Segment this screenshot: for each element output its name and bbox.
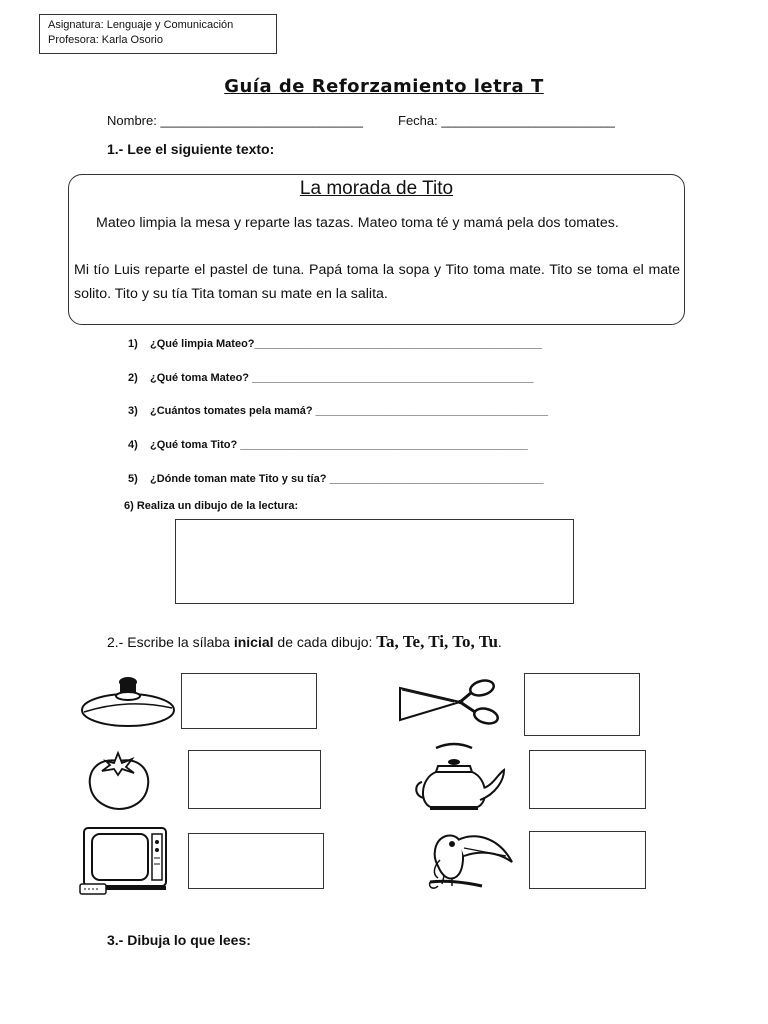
answer-box-tomato[interactable] — [188, 750, 321, 809]
answer-box-teapot[interactable] — [529, 750, 646, 809]
reading-paragraph-2: Mi tío Luis reparte el pastel de tuna. Papá toma la sopa y Tito toma mate. Tito se toma el mate solito. Tito y su tía Tita toman su mate en la salita. — [74, 262, 680, 302]
answer-line[interactable]: _______________________________________________ — [240, 439, 528, 451]
reading-paragraph-1: Mateo limpia la mesa y reparte las tazas. Mateo toma té y mamá pela dos tomates. — [96, 215, 619, 231]
reading-drawing-box[interactable] — [175, 519, 574, 604]
answer-box-television[interactable] — [188, 833, 324, 889]
date-label: Fecha: — [398, 113, 438, 128]
question-2[interactable]: 2) ¿Qué toma Mateo? ______________________________________________ — [128, 372, 534, 384]
name-label: Nombre: — [107, 113, 157, 128]
question-4[interactable]: 4) ¿Qué toma Tito? _______________________________________________ — [128, 439, 528, 451]
teapot-icon — [414, 740, 508, 812]
scissors-icon — [398, 678, 498, 726]
teacher-label: Profesora: Karla Osorio — [48, 34, 163, 46]
name-line[interactable]: ____________________________ — [160, 113, 363, 128]
answer-line[interactable]: _______________________________________________ — [254, 338, 543, 350]
answer-line[interactable]: ______________________________________________ — [252, 372, 534, 384]
section3-heading: 3.- Dibuja lo que lees: — [107, 932, 251, 948]
section2-heading: 2.- Escribe la sílaba inicial de cada dibujo: Ta, Te, Ti, To, Tu. — [107, 632, 502, 651]
question-5[interactable]: 5) ¿Dónde toman mate Tito y su tía? ___________________________________ — [128, 473, 544, 485]
subject-label: Asignatura: Lenguaje y Comunicación — [48, 19, 234, 31]
date-line[interactable]: ________________________ — [441, 113, 615, 128]
answer-box-lid[interactable] — [181, 673, 317, 729]
answer-line[interactable]: ______________________________________ — [315, 405, 549, 417]
television-icon — [80, 826, 172, 896]
toucan-icon — [424, 826, 516, 894]
date-field[interactable] — [398, 113, 615, 128]
answer-line[interactable]: ___________________________________ — [329, 473, 544, 485]
lid-icon — [78, 668, 178, 728]
section1-heading: 1.- Lee el siguiente texto: — [107, 141, 275, 157]
page-title: Guía de Reforzamiento letra T — [224, 76, 544, 97]
answer-box-scissors[interactable] — [524, 673, 640, 736]
syllable-list: Ta, Te, Ti, To, Tu — [376, 632, 498, 651]
question-6: 6) Realiza un dibujo de la lectura: — [124, 500, 299, 512]
course-info-box — [39, 14, 277, 54]
reading-title: La morada de Tito — [299, 178, 454, 199]
tomato-icon — [84, 747, 154, 811]
answer-box-toucan[interactable] — [529, 831, 646, 889]
question-3[interactable]: 3) ¿Cuántos tomates pela mamá? ______________________________________ — [128, 405, 549, 417]
name-field[interactable] — [107, 113, 363, 128]
question-1[interactable]: 1) ¿Qué limpia Mateo?_______________________________________________ — [128, 338, 543, 350]
